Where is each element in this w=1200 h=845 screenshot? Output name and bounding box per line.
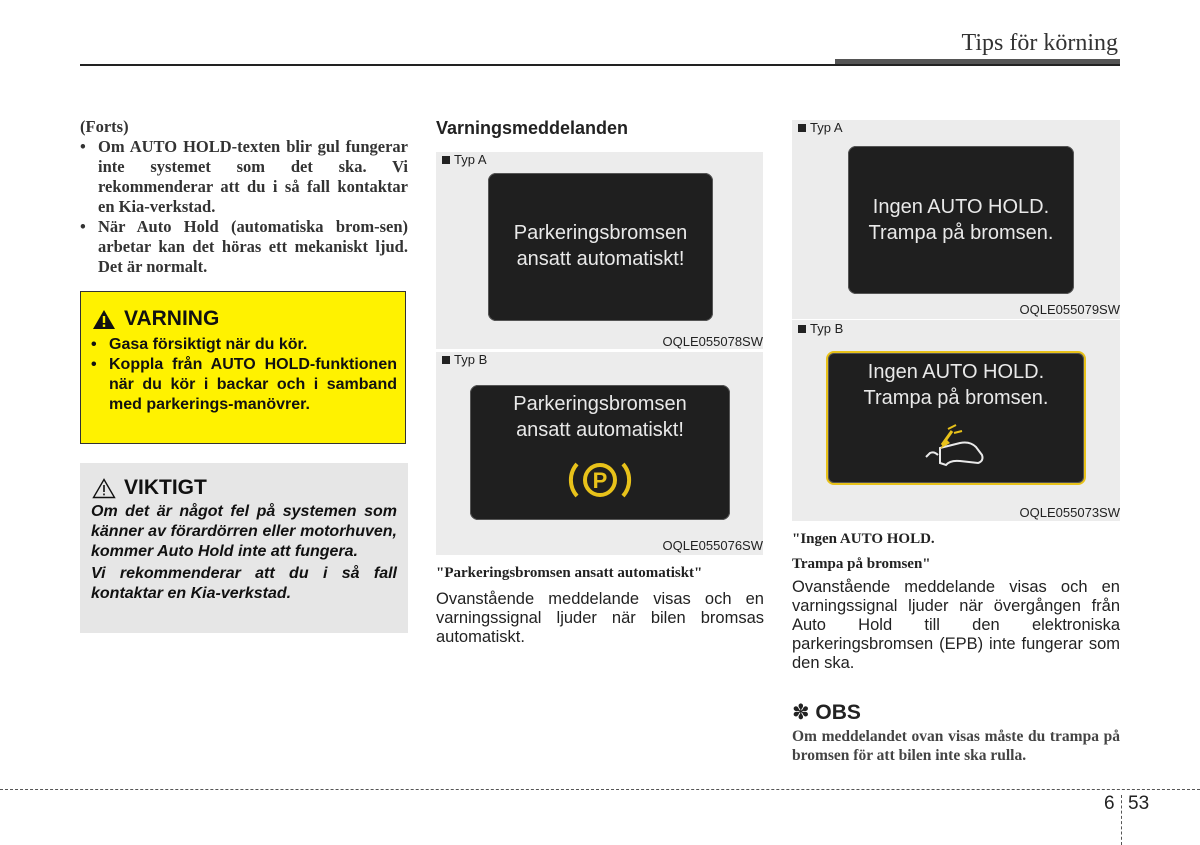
figure-panel-type-a bbox=[792, 120, 1120, 319]
figure-tag: Typ A bbox=[442, 152, 487, 167]
cluster-display-screen bbox=[826, 351, 1086, 485]
figure-panel-type-a bbox=[436, 152, 763, 349]
page-number: 53 bbox=[1128, 793, 1150, 814]
parking-brake-icon bbox=[564, 455, 636, 505]
header-rule bbox=[80, 64, 1120, 66]
figure-tag: Typ B bbox=[798, 321, 843, 336]
important-paragraph: Om det är något fel på systemen som känner av förardörren eller motorhuven, kommer Auto Hold inte att fungera. bbox=[91, 503, 397, 560]
section-heading: Varningsmeddelanden bbox=[436, 118, 629, 138]
figure-panel-type-b bbox=[792, 320, 1120, 521]
running-header-title: Tips för körning bbox=[961, 30, 1118, 56]
warning-item: • Gasa försiktigt när du kör. bbox=[91, 335, 397, 355]
warning-box bbox=[80, 291, 406, 444]
important-body bbox=[91, 502, 397, 606]
continued-label: (Forts) bbox=[80, 117, 129, 136]
caption-title-line: "Ingen AUTO HOLD. bbox=[792, 531, 935, 547]
continued-text-block bbox=[80, 117, 408, 277]
display-line: Parkeringsbromsen bbox=[513, 393, 687, 415]
warning-heading bbox=[92, 307, 219, 331]
caption-body: Ovanstående meddelande visas och en varningssignal ljuder när bilen bromsas automatiskt. bbox=[436, 590, 764, 646]
display-line: Trampa på bromsen. bbox=[868, 222, 1054, 244]
note-body: Om meddelandet ovan visas måste du trampa på bromsen för att bilen inte ska rulla. bbox=[792, 728, 1120, 764]
caption-title: "Parkeringsbromsen ansatt automatiskt" bbox=[436, 565, 703, 581]
svg-text:P: P bbox=[592, 468, 608, 493]
caution-triangle-icon bbox=[92, 478, 116, 499]
cluster-display-screen bbox=[470, 385, 730, 520]
important-heading bbox=[92, 476, 207, 500]
figure-code: OQLE055079SW bbox=[1019, 302, 1120, 317]
caption-title-line: Trampa på bromsen" bbox=[792, 556, 931, 572]
display-line: Trampa på bromsen. bbox=[863, 387, 1049, 409]
figure-code: OQLE055073SW bbox=[1019, 505, 1120, 520]
important-box bbox=[80, 463, 408, 633]
display-line: Ingen AUTO HOLD. bbox=[867, 361, 1045, 383]
warning-item: • Koppla från AUTO HOLD-funktionen när du kör i backar och i samband med parkerings-manövrer. bbox=[91, 355, 397, 415]
caption-body: Ovanstående meddelande visas och en varningssignal ljuder när övergången från Auto Hold till den elektroniska parkeringsbromsen (EPB) inte fungerar som den ska. bbox=[792, 578, 1120, 672]
chapter-number: 6 bbox=[1104, 793, 1115, 814]
warning-triangle-icon bbox=[92, 309, 116, 330]
brake-pedal-icon bbox=[920, 415, 992, 475]
bullet-item: • Om AUTO HOLD-texten blir gul fungerar inte systemet som det ska. Vi rekommenderar att du i så fall kontaktar en Kia-verkstad. bbox=[80, 137, 408, 217]
cluster-display-screen bbox=[848, 146, 1074, 294]
figure-tag: Typ A bbox=[798, 120, 843, 135]
display-line: Parkeringsbromsen bbox=[513, 222, 688, 244]
display-line: Ingen AUTO HOLD. bbox=[872, 196, 1050, 218]
display-line: ansatt automatiskt! bbox=[516, 419, 684, 441]
note-heading: ✽ OBS bbox=[792, 701, 861, 724]
figure-code: OQLE055078SW bbox=[662, 334, 763, 349]
figure-tag: Typ B bbox=[442, 352, 487, 367]
figure-code: OQLE055076SW bbox=[662, 538, 763, 553]
footer-divider bbox=[1121, 795, 1122, 845]
figure-panel-type-b bbox=[436, 352, 763, 555]
warning-title: VARNING bbox=[124, 307, 220, 330]
important-paragraph: Vi rekommenderar att du i så fall kontaktar en Kia-verkstad. bbox=[91, 565, 397, 602]
display-line: ansatt automatiskt! bbox=[516, 248, 685, 270]
footer-rule bbox=[0, 789, 1200, 790]
warning-list bbox=[91, 335, 397, 415]
bullet-item: • När Auto Hold (automatiska brom-sen) arbetar kan det höras ett mekaniskt ljud. Det är normalt. bbox=[80, 217, 408, 277]
caption-title bbox=[792, 527, 1120, 577]
cluster-display-screen bbox=[488, 173, 713, 321]
important-title: VIKTIGT bbox=[124, 476, 207, 499]
